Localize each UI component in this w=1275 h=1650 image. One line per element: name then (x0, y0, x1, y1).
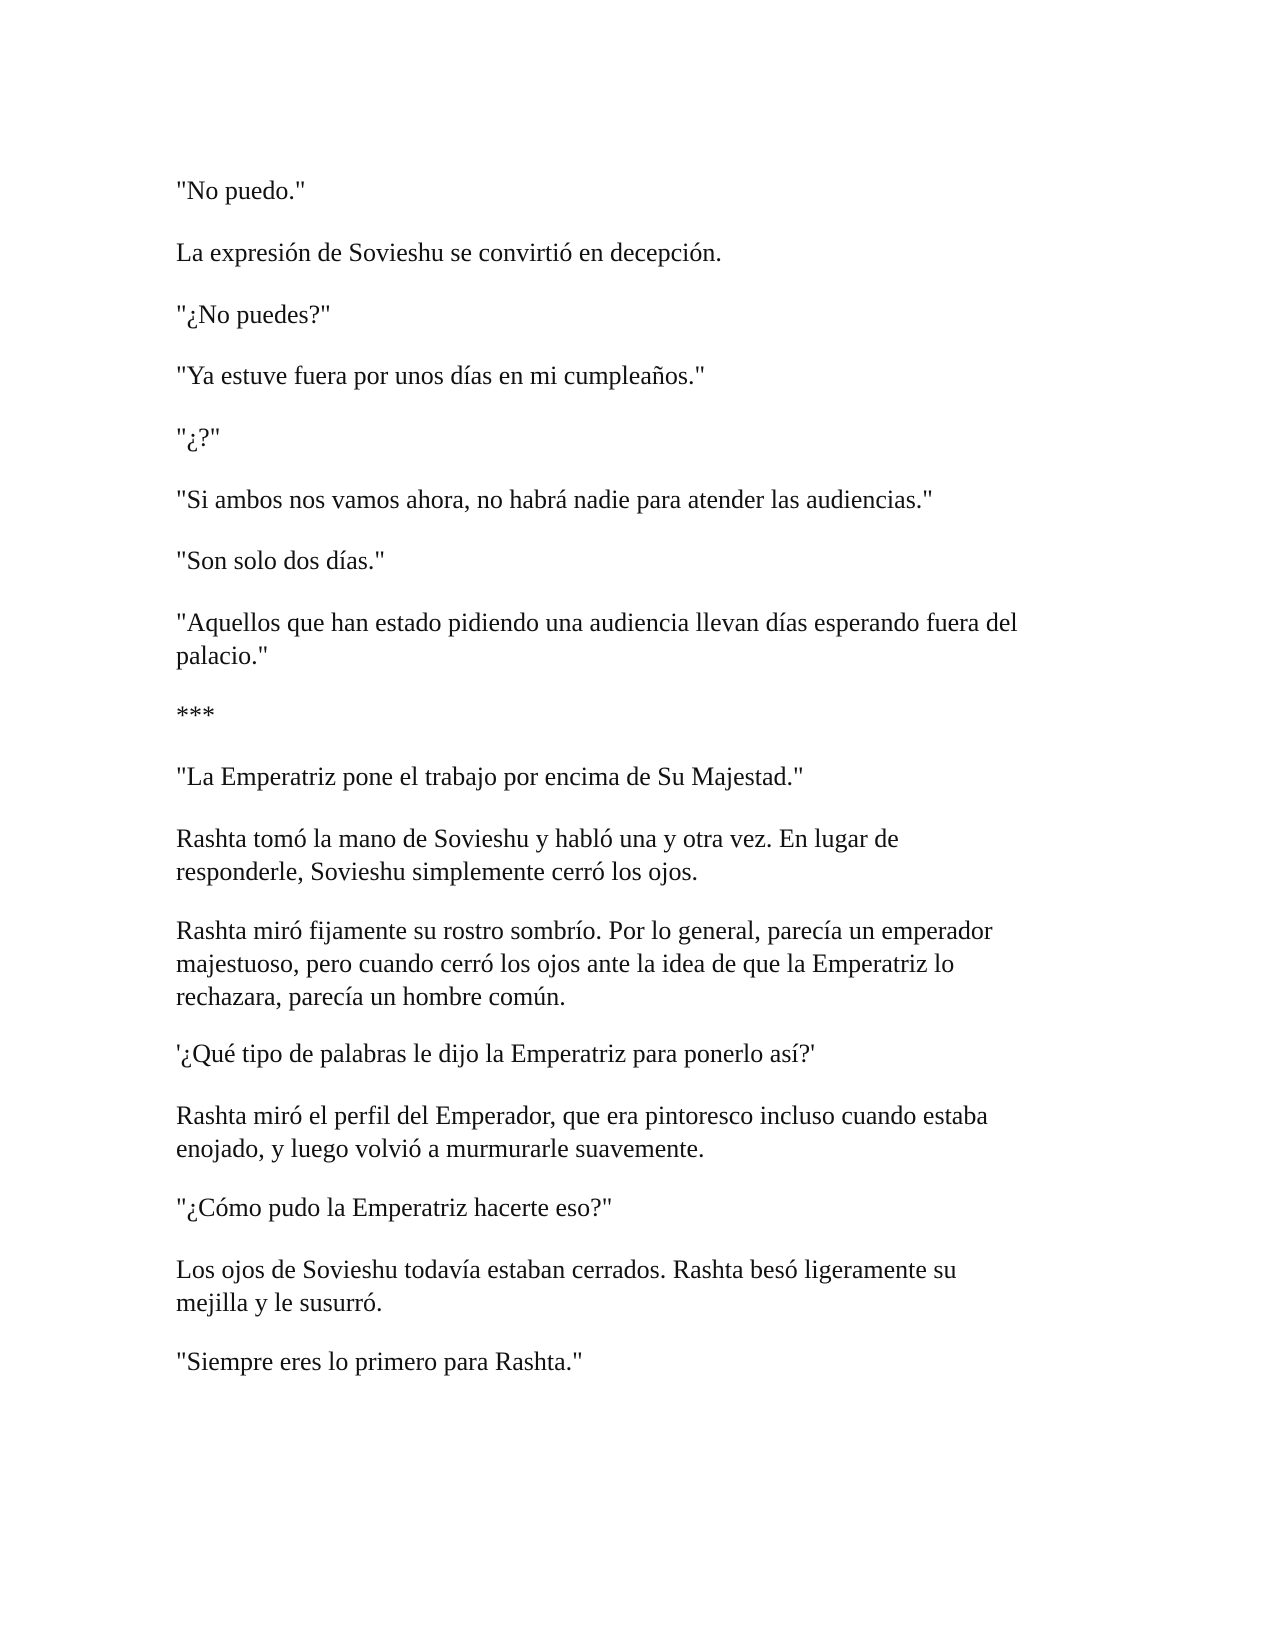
text-line: La expresión de Sovieshu se convirtió en decepción. (176, 238, 722, 267)
paragraph (176, 1191, 1096, 1224)
paragraph (176, 359, 1096, 392)
paragraph (176, 1099, 1096, 1165)
paragraph (176, 822, 1096, 888)
paragraph (176, 421, 1096, 454)
paragraph (176, 1253, 1096, 1319)
text-line: "Aquellos que han estado pidiendo una audiencia llevan días esperando fuera del (176, 608, 1018, 637)
text-line: "¿Cómo pudo la Emperatriz hacerte eso?" (176, 1193, 613, 1222)
text-line: "Siempre eres lo primero para Rashta." (176, 1347, 583, 1376)
paragraph (176, 914, 1096, 1013)
text-line: palacio." (176, 641, 269, 670)
paragraph (176, 606, 1096, 672)
text-line: enojado, y luego volvió a murmurarle suavemente. (176, 1134, 705, 1163)
text-line: "Si ambos nos vamos ahora, no habrá nadie para atender las audiencias." (176, 485, 933, 514)
text-line: Rashta tomó la mano de Sovieshu y habló una y otra vez. En lugar de (176, 824, 899, 853)
text-line: Rashta miró fijamente su rostro sombrío. Por lo general, parecía un emperador (176, 916, 993, 945)
paragraph (176, 544, 1096, 577)
text-line: '¿Qué tipo de palabras le dijo la Emperatriz para ponerlo así?' (176, 1039, 815, 1068)
text-line: rechazara, parecía un hombre común. (176, 982, 566, 1011)
text-line: "La Emperatriz pone el trabajo por encima de Su Majestad." (176, 762, 804, 791)
text-line: responderle, Sovieshu simplemente cerró los ojos. (176, 857, 699, 886)
paragraph (176, 236, 1096, 269)
text-line: Los ojos de Sovieshu todavía estaban cerrados. Rashta besó ligeramente su (176, 1255, 957, 1284)
paragraph (176, 760, 1096, 793)
text-line: Rashta miró el perfil del Emperador, que era pintoresco incluso cuando estaba (176, 1101, 988, 1130)
text-line: "No puedo." (176, 176, 306, 205)
text-line: "Son solo dos días." (176, 546, 386, 575)
text-line: "¿?" (176, 423, 221, 452)
text-line: majestuoso, pero cuando cerró los ojos ante la idea de que la Emperatriz lo (176, 949, 955, 978)
paragraph (176, 1345, 1096, 1378)
text-line: "¿No puedes?" (176, 300, 331, 329)
paragraph (176, 174, 1096, 207)
paragraph (176, 483, 1096, 516)
paragraph (176, 1037, 1096, 1070)
section-break (176, 699, 1096, 732)
text-line: mejilla y le susurró. (176, 1288, 383, 1317)
text-line: *** (176, 701, 215, 730)
paragraph (176, 298, 1096, 331)
text-line: "Ya estuve fuera por unos días en mi cumpleaños." (176, 361, 706, 390)
